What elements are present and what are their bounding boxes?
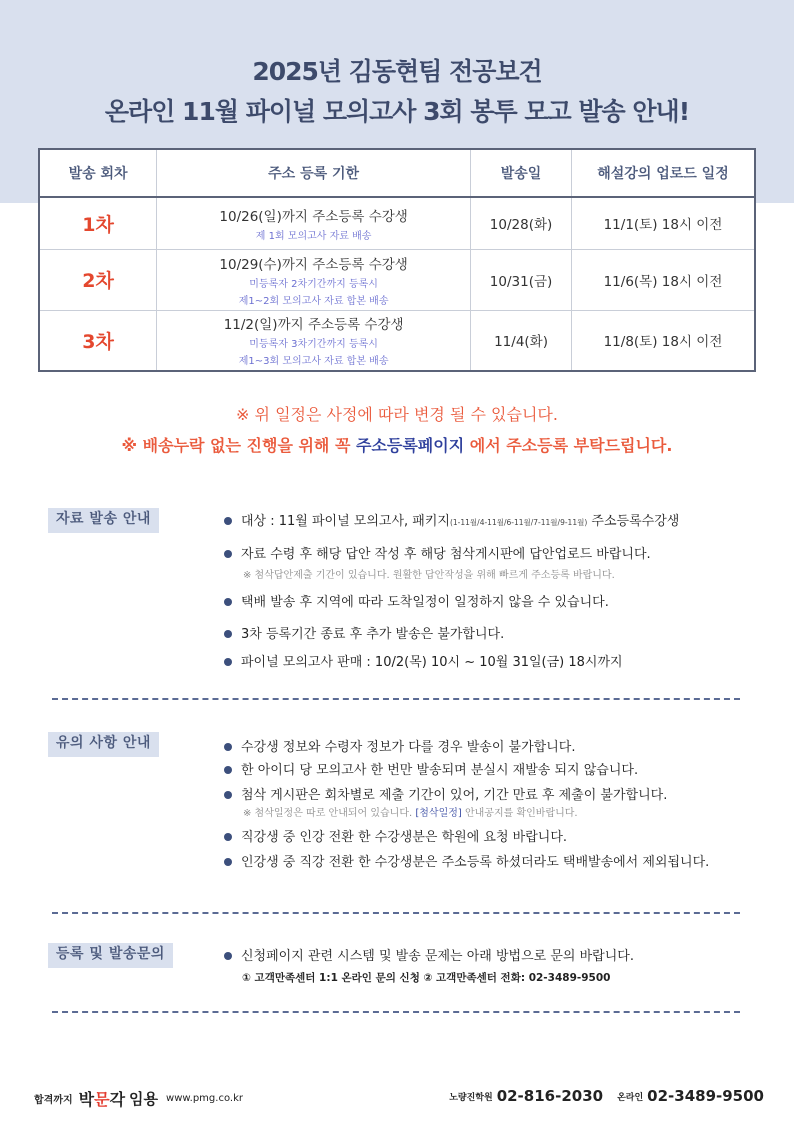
section-label-contact: 등록 및 발송문의	[48, 943, 173, 965]
table-header-row	[39, 149, 755, 197]
ship-date-cell: 10/31(금)	[471, 249, 572, 310]
address-registration-page-link[interactable]: 주소등록페이지	[355, 436, 465, 455]
deadline-cell	[157, 197, 471, 249]
list-item-text: 택배 발송 후 지역에 따라 도착일정이 일정하지 않을 수 있습니다.	[241, 595, 609, 610]
header-deadline: 주소 등록 기한	[157, 149, 471, 197]
schedule-change-notice: ※ 위 일정은 사정에 따라 변경 될 수 있습니다.	[236, 405, 558, 424]
deadline-note: 미등록자 3차기간까지 등록시	[249, 339, 378, 351]
notice-suffix: 에서 주소등록 부탁드립니다.	[464, 436, 673, 455]
bullet-dot-icon	[224, 658, 232, 666]
round-cell: 1차	[39, 197, 157, 249]
list-item-note: ※ 첨삭답안제출 기간이 있습니다. 원활한 답안작성을 위해 빠르게 주소등록 바랍니다.	[243, 570, 615, 581]
round-cell: 3차	[39, 310, 157, 371]
list-item	[224, 510, 679, 529]
list-item	[224, 591, 609, 610]
deadline-note: 제1~2회 모의고사 자료 합본 배송	[238, 295, 389, 307]
campus-label: 노량진학원	[449, 1092, 493, 1103]
bullet-dot-icon	[224, 517, 232, 525]
header-ship-date: 발송일	[471, 149, 572, 197]
list-item-text: 한 아이디 당 모의고사 한 번만 발송되며 분실시 재발송 되지 않습니다.	[241, 763, 639, 778]
bullet-dot-icon	[224, 550, 232, 558]
bullet-dot-icon	[224, 858, 232, 866]
section-label-shipping: 자료 발송 안내	[48, 508, 159, 530]
note-text: 안내공지를 확인바랍니다.	[461, 808, 578, 819]
list-item-text: 인강생 중 직강 전환 한 수강생분은 주소등록 하셨더라도 택배발송에서 제외됩니다.	[241, 855, 710, 870]
list-item-note	[243, 804, 578, 819]
logo-char-red: 문	[94, 1090, 110, 1109]
bullet-dot-icon	[224, 743, 232, 751]
list-item-text: 수강생 정보와 수령자 정보가 다를 경우 발송이 불가합니다.	[241, 740, 576, 755]
bullet-dot-icon	[224, 833, 232, 841]
section-label-caution: 유의 사항 안내	[48, 732, 159, 754]
online-phone: 02-3489-9500	[647, 1087, 764, 1105]
list-item	[224, 623, 504, 642]
deadline-note: 제1~3회 모의고사 자료 합본 배송	[238, 356, 389, 368]
section-divider	[52, 912, 740, 914]
deadline-text: 10/29(수)까지 주소등록 수강생	[219, 256, 408, 273]
footer-contacts	[449, 1087, 764, 1105]
table-row	[39, 249, 755, 310]
list-item-text: 3차 등록기간 종료 후 추가 발송은 불가합니다.	[241, 627, 505, 642]
brand-logo[interactable]	[79, 1087, 125, 1110]
page-title-line1: 2025년 김동현팀 전공보건	[252, 57, 542, 86]
deadline-cell	[157, 249, 471, 310]
deadline-note: 미등록자 2차기간까지 등록시	[249, 278, 378, 290]
bullet-dot-icon	[224, 766, 232, 774]
deadline-cell	[157, 310, 471, 371]
contact-methods: ① 고객만족센터 1:1 온라인 문의 신청 ② 고객만족센터 전화: 02-3489-9500	[242, 972, 611, 984]
list-item-text: 파이널 모의고사 판매 : 10/2(목) 10시 ~ 10월 31일(금) 18시까지	[241, 655, 623, 670]
deadline-text: 10/26(일)까지 주소등록 수강생	[219, 208, 408, 225]
online-label: 온라인	[617, 1092, 644, 1103]
upload-cell: 11/1(토) 18시 이전	[571, 197, 755, 249]
list-item	[224, 736, 575, 755]
notice-prefix: ※ 배송누락 없는 진행을 위해 꼭	[121, 436, 356, 455]
upload-cell: 11/6(목) 18시 이전	[571, 249, 755, 310]
list-item	[224, 543, 651, 562]
logo-char: 박	[78, 1090, 95, 1109]
header-upload: 해설강의 업로드 일정	[571, 149, 755, 197]
upload-cell: 11/8(토) 18시 이전	[571, 310, 755, 371]
campus-phone: 02-816-2030	[496, 1087, 604, 1105]
list-item-text: 첨삭 게시판은 회차별로 제출 기간이 있어, 기간 만료 후 제출이 불가합니다.	[241, 788, 668, 803]
header-round: 발송 회차	[39, 149, 157, 197]
list-item-text: 신청페이지 관련 시스템 및 발송 문제는 아래 방법으로 문의 바랍니다.	[241, 949, 634, 964]
list-item	[224, 651, 623, 670]
bullet-dot-icon	[224, 791, 232, 799]
ship-date-cell: 11/4(화)	[471, 310, 572, 371]
bullet-dot-icon	[224, 630, 232, 638]
list-item	[224, 851, 709, 870]
list-item-small-text: (1-11월/4-11월/6-11월/7-11월/9-11월)	[449, 518, 588, 527]
list-item-text: 대상 : 11월 파이널 모의고사, 패키지	[241, 514, 450, 529]
table-row	[39, 197, 755, 249]
address-registration-notice	[0, 433, 794, 456]
table-row	[39, 310, 755, 371]
round-cell: 2차	[39, 249, 157, 310]
brand-sub: 임용	[129, 1090, 159, 1108]
deadline-note: 제 1회 모의고사 자료 배송	[255, 230, 372, 242]
list-item-text: 주소등록수강생	[587, 514, 680, 529]
list-item	[224, 784, 667, 803]
section-divider	[52, 698, 740, 700]
footer-brand	[34, 1087, 243, 1110]
ship-date-cell: 10/28(화)	[471, 197, 572, 249]
shipping-schedule-table	[38, 148, 756, 372]
list-item	[224, 759, 638, 778]
page-title-line2: 온라인 11월 파이널 모의고사 3회 봉투 모고 발송 안내!	[104, 97, 690, 126]
bullet-dot-icon	[224, 598, 232, 606]
grading-schedule-link[interactable]: [첨삭일정]	[415, 808, 462, 819]
list-item-text: 직강생 중 인강 전환 한 수강생분은 학원에 요청 바랍니다.	[241, 830, 568, 845]
footer-tagline: 합격까지	[34, 1095, 73, 1106]
logo-char: 각	[109, 1090, 126, 1109]
note-text: ※ 첨삭일정은 따로 안내되어 있습니다.	[243, 808, 416, 819]
site-url[interactable]: www.pmg.co.kr	[166, 1093, 243, 1104]
bullet-dot-icon	[224, 952, 232, 960]
list-item	[224, 826, 567, 845]
list-item-text: 자료 수령 후 해당 답안 작성 후 해당 첨삭게시판에 답안업로드 바랍니다.	[241, 547, 651, 562]
deadline-text: 11/2(일)까지 주소등록 수강생	[223, 317, 404, 334]
section-divider	[52, 1011, 740, 1013]
list-item	[224, 945, 634, 964]
